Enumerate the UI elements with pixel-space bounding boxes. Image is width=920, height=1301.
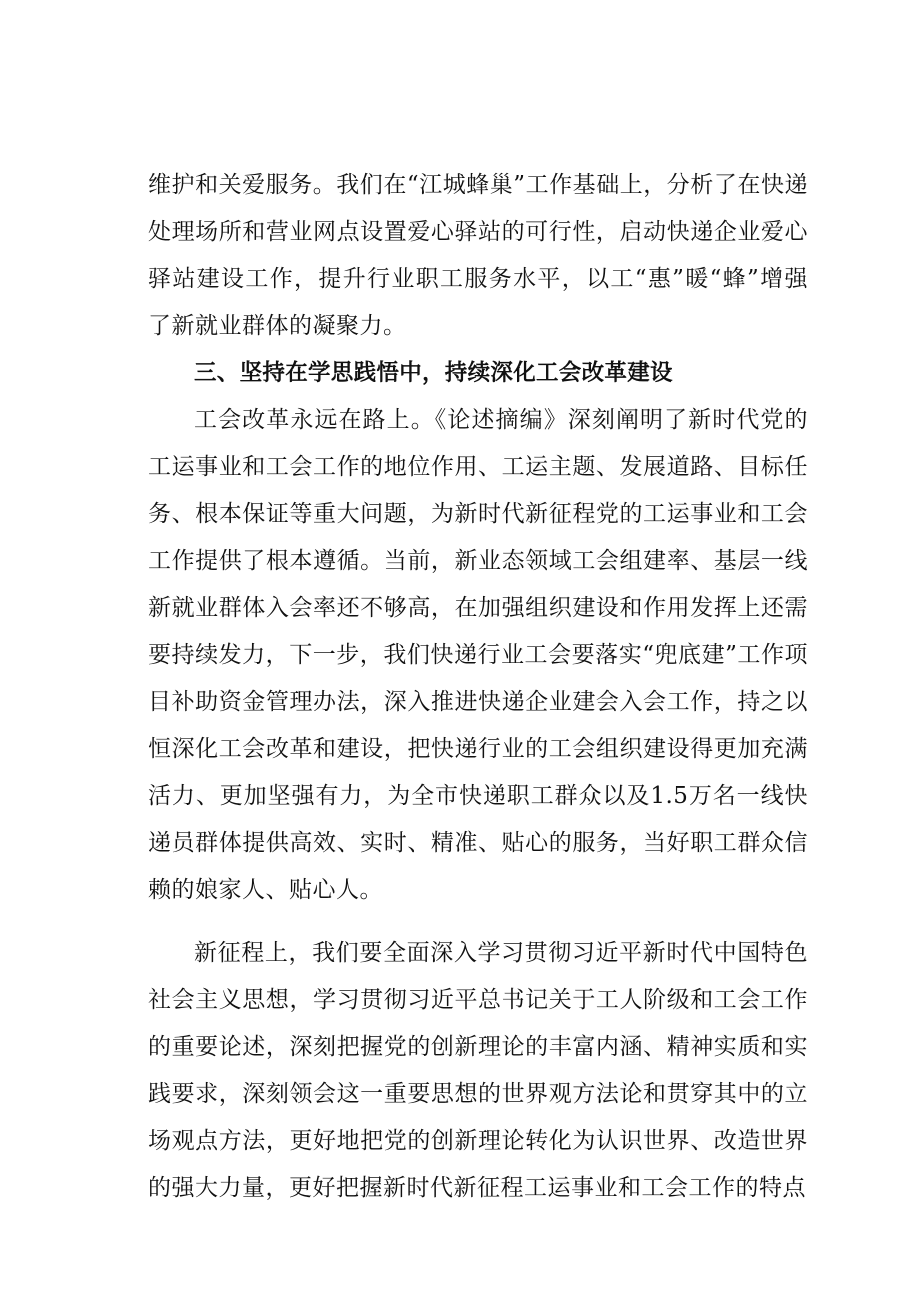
paragraph-gap — [148, 914, 808, 930]
paragraph-continuation: 维护和关爱服务。我们在“江城蜂巢”工作基础上，分析了在快递处理场所和营业网点设置爱心驿站的可行性，启动快递企业爱心驿站建设工作，提升行业职工服务水平，以工“惠”暖“蜂”增强了新就业群体的凝聚力。 — [148, 172, 808, 339]
section-heading: 三、坚持在学思践悟中，持续深化工会改革建设 — [194, 360, 673, 386]
paragraph-new-journey: 新征程上，我们要全面深入学习贯彻习近平新时代中国特色社会主义思想，学习贯彻习近平总书记关于工人阶级和工会工作的重要论述，深刻把握党的创新理论的丰富内涵、精神实质和实践要求，深刻领会这一重要思想的世界观方法论和贯穿其中的立场观点方法，更好地把党的创新理论转化为认识世界、改造世界的强大力量，更好把握新时代新征程工运事业和工会工作的特点 — [148, 940, 808, 1201]
paragraph-reform: 工会改革永远在路上。《论述摘编》深刻阐明了新时代党的工运事业和工会工作的地位作用、工运主题、发展道路、目标任务、根本保证等重大问题，为新时代新征程党的工运事业和工会工作提供了根本遵循。当前，新业态领域工会组建率、基层一线新就业群体入会率还不够高，在加强组织建设和作用发挥上还需要持续发力，下一步，我们快递行业工会要落实“兜底建”工作项目补助资金管理办法，深入推进快递企业建会入会工作，持之以恒深化工会改革和建设，把快递行业的工会组织建设得更加充满活力、更加坚强有力，为全市快递职工群众以及1.5万名一线快递员群体提供高效、实时、精准、贴心的服务，当好职工群众信赖的娘家人、贴心人。 — [148, 407, 808, 903]
document-body — [148, 162, 808, 1212]
